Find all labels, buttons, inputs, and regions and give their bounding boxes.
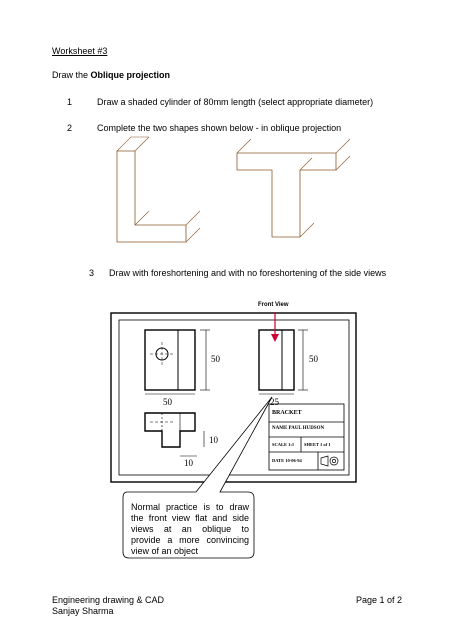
task-2-text: Complete the two shapes shown below - in oblique projection: [97, 123, 342, 133]
title-block-drawn-by: NAME PAUL HUDSON: [272, 426, 325, 431]
title-block-name: BRACKET: [272, 410, 302, 416]
side-height-dim: 10: [209, 435, 218, 445]
plan-view-outline: [145, 413, 195, 447]
front-view-label: Front View: [258, 302, 289, 308]
title-block-date: DATE 10-06-94: [272, 458, 302, 463]
title-block-sheet: SHEET 1 of 1: [304, 442, 331, 447]
task-3-text: Draw with foreshortening and with no foreshortening of the side views: [109, 268, 387, 278]
task-2-number: 2: [67, 123, 73, 133]
task-1-text: Draw a shaded cylinder of 80mm length (select appropriate diameter): [97, 97, 374, 107]
front-view-arrowhead: [271, 334, 279, 342]
bottom-width-dim: 10: [184, 458, 193, 468]
right-height-dim: 50: [309, 354, 318, 364]
left-width-dim: 50: [163, 397, 172, 407]
worksheet-title: Worksheet #3: [52, 46, 108, 56]
instruction-bold: Oblique projection: [90, 70, 171, 80]
right-width-dim: 25: [270, 397, 279, 407]
footer-author: Sanjay Sharma: [52, 606, 114, 616]
left-height-dim: 50: [211, 354, 220, 364]
instruction-prefix: Draw the: [52, 70, 91, 80]
left-view-square: [145, 330, 195, 390]
callout-text: Normal practice is to draw the front view flat and side views at an oblique to provide a more convincing view of an object: [131, 502, 249, 556]
task-1-number: 1: [67, 97, 73, 107]
title-block-scale: SCALE 1:1: [272, 442, 295, 447]
projection-symbol: [321, 456, 338, 466]
task-3-number: 3: [89, 268, 95, 278]
footer-page: Page 1 of 2: [356, 595, 403, 605]
footer-course: Engineering drawing & CAD: [52, 595, 165, 605]
